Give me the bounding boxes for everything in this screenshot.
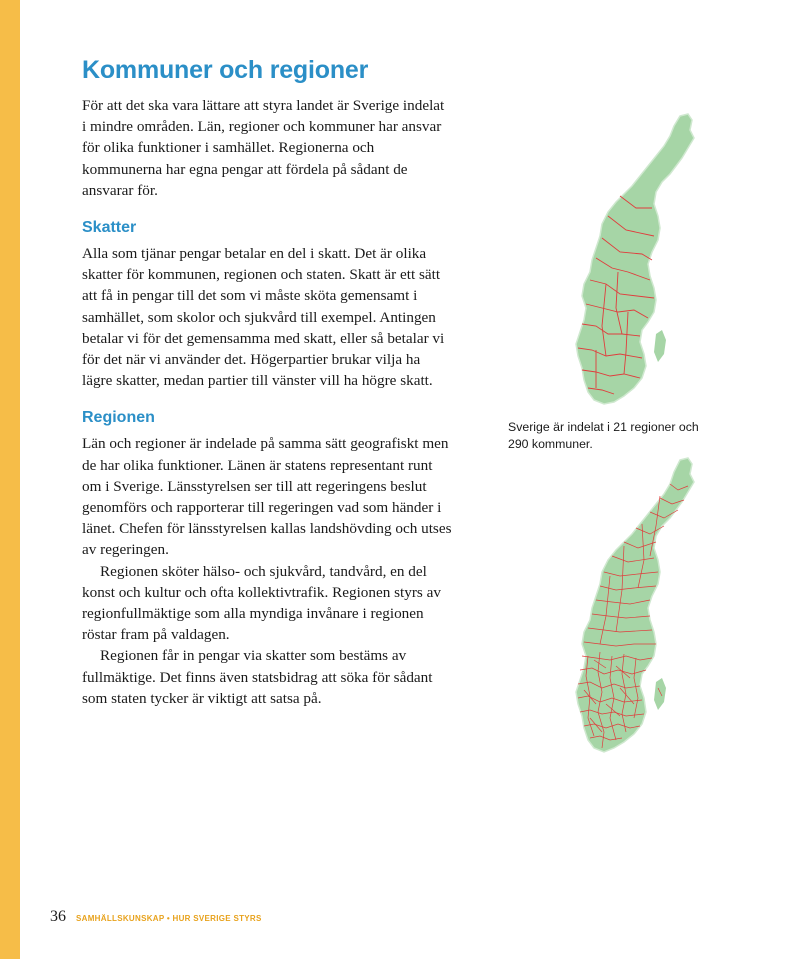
gotland-island (654, 330, 666, 362)
section-heading-regionen: Regionen (82, 409, 155, 427)
section-heading-skatter: Skatter (82, 219, 137, 237)
map-caption: Sverige är indelat i 21 regioner och 290 kommuner. (508, 420, 699, 451)
regionen-paragraph-3: Regionen får in pengar via skatter som bestäms av fullmäktige. Det finns även statsbidrag att söka för sådant som staten tycker är viktigt att satsa på. (82, 647, 433, 707)
page-title: Kommuner och regioner (82, 56, 369, 84)
page-footer (50, 908, 262, 926)
page-number: 36 (50, 908, 66, 925)
footer-title: SAMHÄLLSKUNSKAP • HUR SVERIGE STYRS (76, 914, 262, 923)
sweden-municipalities-map (560, 456, 704, 756)
intro-paragraph: För att det ska vara lättare att styra landet är Sverige indelat i mindre områden. Län, regioner och kommuner har ansvar för olika funktioner i samhället. Regionerna och kommunerna har egna pengar att fördela på sådant de ansvarar för. (82, 97, 445, 199)
skatter-paragraph: Alla som tjänar pengar betalar en del i skatt. Det är olika skatter för kommunen, regionen och staten. Skatt är ett sätt att få in pengar till det som vi måste sköta gemensamt i samhället, som skolor och sjukvård till exempel. Antingen betalar vi för det gemensamma med skatt, eller så betalar vi för det när vi använder det. Högerpartier brukar vilja ha lägre skatter, medan partier till vänster vill ha högre skatt. (82, 245, 445, 390)
side-stripe (0, 0, 20, 959)
regionen-paragraph-2: Regionen sköter hälso- och sjukvård, tandvård, en del konst och kultur och ofta kollektivtrafik. Regionen styrs av regionfullmäktige som alla myndiga invånare i regionen röstar fram på valdagen. (82, 562, 441, 644)
sweden-outline-2 (576, 458, 694, 752)
sweden-outline (576, 114, 694, 404)
sweden-regions-map (562, 112, 702, 408)
gotland-island-2 (654, 678, 666, 710)
regionen-paragraph-1: Län och regioner är indelade på samma sätt geografiskt men de har olika funktioner. Länen är statens representant runt om i Sverige. Länsstyrelsen ser till att regeringens beslut genomförs och rapporterar till regeringen vad som händer i länet. Chefen för länsstyrelsen kallas landshövding och utses av regeringen. (82, 435, 452, 559)
main-text (82, 56, 452, 709)
